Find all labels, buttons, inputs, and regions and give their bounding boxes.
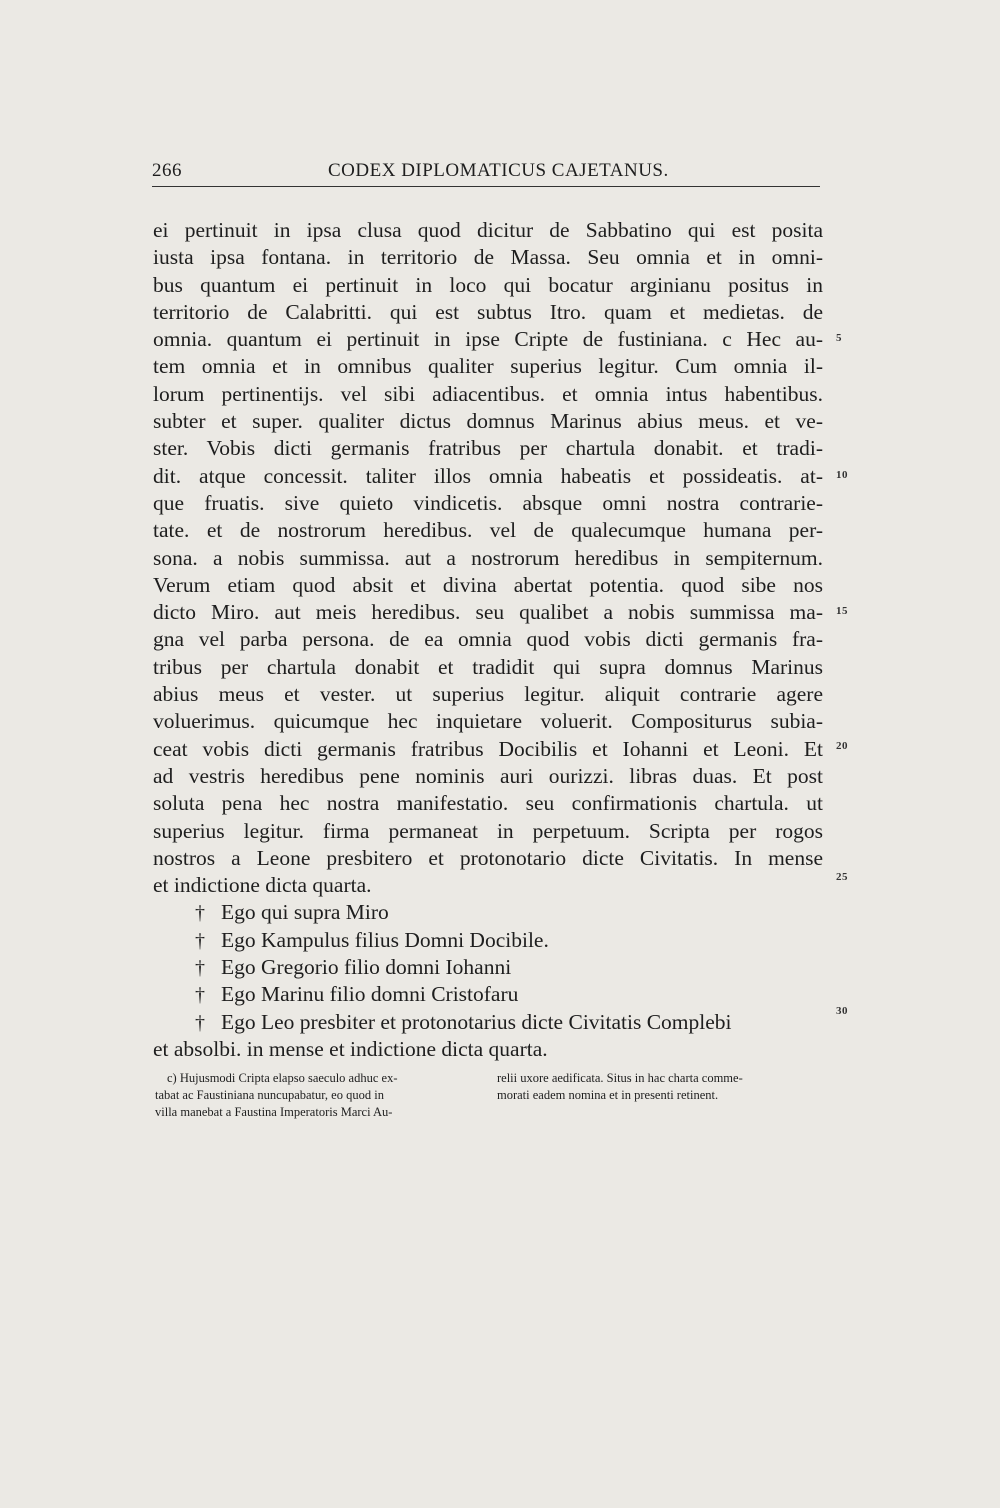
text-line: tate. et de nostrorum heredibus. vel de qualecumque humana per- [153,518,823,543]
text-line: abius meus et vester. ut superius legitur. aliquit contrarie agere [153,682,823,707]
signature-text: Ego Marinu filio domni Cristofaru [221,982,519,1007]
line-number: 25 [836,871,848,883]
running-title: CODEX DIPLOMATICUS CAJETANUS. [328,160,669,181]
footnote-line: tabat ac Faustiniana nuncupabatur, eo quod in [155,1088,384,1102]
cross-icon: † [195,984,205,1007]
line-number: 15 [836,605,848,617]
text-line: sona. a nobis summissa. aut a nostrorum heredibus in sempiternum. [153,545,823,570]
signature-line [153,927,823,954]
cross-icon: † [195,1011,205,1034]
footnote-line: villa manebat a Faustina Imperatoris Marci Au- [155,1105,393,1119]
text-line: que fruatis. sive quieto vindicetis. absque omni nostra contrarie- [153,490,823,515]
text-line: lorum pertinentijs. vel sibi adiacentibus. et omnia intus habentibus. [153,381,823,406]
text-line: ster. Vobis dicti germanis fratribus per chartula donabit. et tradi- [153,436,823,461]
text-line: ceat vobis dicti germanis fratribus Docibilis et Iohanni et Leoni. Et [153,736,823,761]
cross-icon: † [195,957,205,980]
body-text [153,217,823,1063]
header-rule [152,186,820,187]
signature-text: Ego qui supra Miro [221,900,389,925]
signature-text: Ego Kampulus filius Domni Docibile. [221,927,549,952]
footnote-line: relii uxore aedificata. Situs in hac charta comme- [497,1071,743,1085]
footnote-line: c) Hujusmodi Cripta elapso saeculo adhuc ex- [167,1071,398,1085]
line-number: 5 [836,332,842,344]
text-line: Verum etiam quod absit et divina abertat potentia. quod sibe nos [153,572,823,597]
signature-line [153,954,823,981]
cross-icon: † [195,929,205,952]
footnote-column-right [497,1070,812,1104]
page-header [152,156,820,186]
page-number: 266 [152,160,182,181]
signature-line [153,1009,823,1036]
text-line: omnia. quantum ei pertinuit in ipse Cripte de fustiniana. c Hec au- [153,327,823,352]
text-line: iusta ipsa fontana. in territorio de Massa. Seu omnia et in omni- [153,245,823,270]
text-line: soluta pena hec nostra manifestatio. seu confirmationis chartula. ut [153,791,823,816]
text-line: tem omnia et in omnibus qualiter superius legitur. Cum omnia il- [153,354,823,379]
text-line: dit. atque concessit. taliter illos omnia habeatis et possideatis. at- [153,463,823,488]
text-line: nostros a Leone presbitero et protonotario dicte Civitatis. In mense [153,845,823,870]
text-line: tribus per chartula donabit et tradidit qui supra domnus Marinus [153,654,823,679]
signature-text: Ego Gregorio filio domni Iohanni [221,955,512,980]
signature-line [153,899,823,926]
text-line: bus quantum ei pertinuit in loco qui bocatur arginianu positus in [153,272,823,297]
text-line: dicto Miro. aut meis heredibus. seu qualibet a nobis summissa ma- [153,600,823,625]
signature-text: Ego Leo presbiter et protonotarius dicte Civitatis Complebi [221,1009,732,1034]
footnote-column-left [155,1070,470,1121]
text-line: ei pertinuit in ipsa clusa quod dicitur de Sabbatino qui est posita [153,218,823,242]
text-line: voluerimus. quicumque hec inquietare voluerit. Compositurus subia- [153,709,823,734]
line-number: 30 [836,1005,848,1017]
text-line: et absolbi. in mense et indictione dicta quarta. [153,1036,548,1061]
signature-line [153,981,823,1008]
text-line: ad vestris heredibus pene nominis auri ourizzi. libras duas. Et post [153,763,823,788]
footnote-line: morati eadem nomina et in presenti retinent. [497,1088,719,1102]
text-line: et indictione dicta quarta. [153,873,372,898]
line-number: 10 [836,469,848,481]
text-line: territorio de Calabritti. qui est subtus Itro. quam et medietas. de [153,299,823,324]
line-number: 20 [836,740,848,752]
text-line: gna vel parba persona. de ea omnia quod vobis dicti germanis fra- [153,627,823,652]
text-line: subter et super. qualiter dictus domnus Marinus abius meus. et ve- [153,409,823,434]
cross-icon: † [195,902,205,925]
text-line: superius legitur. firma permaneat in perpetuum. Scripta per rogos [153,818,823,843]
